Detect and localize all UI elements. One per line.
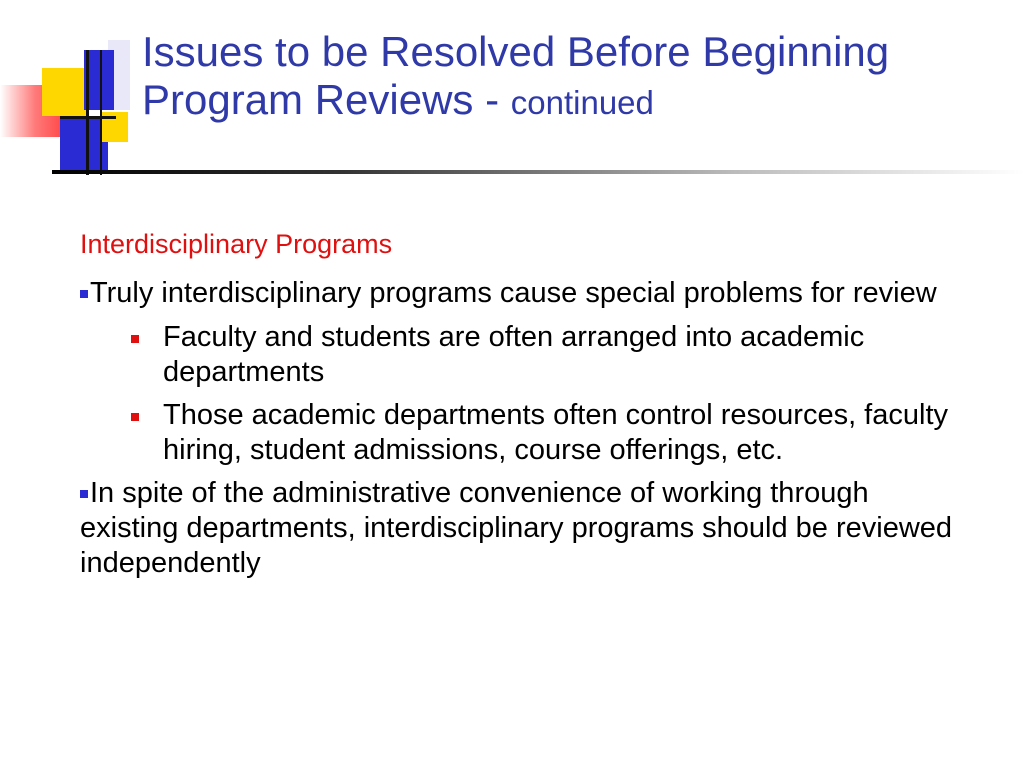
slide-title-suffix: continued bbox=[510, 84, 654, 121]
square-bullet-icon bbox=[131, 335, 139, 343]
slide-body bbox=[80, 226, 960, 590]
slide-title-main: Issues to be Resolved Before Beginning Program Reviews - bbox=[142, 28, 890, 123]
square-bullet-icon bbox=[131, 413, 139, 421]
sub-bullet-point bbox=[163, 398, 960, 468]
slide-logo bbox=[0, 0, 140, 180]
bullet-point bbox=[80, 276, 960, 311]
sub-bullet-text: Faculty and students are often arranged into academic departments bbox=[163, 321, 865, 388]
logo-line bbox=[100, 50, 102, 175]
square-bullet-icon bbox=[80, 290, 88, 298]
slide-title bbox=[142, 28, 1012, 127]
square-bullet-icon bbox=[80, 490, 88, 498]
logo-line bbox=[60, 116, 116, 119]
bullet-point bbox=[80, 476, 960, 581]
sub-bullet-point bbox=[163, 320, 960, 390]
section-heading: Interdisciplinary Programs bbox=[80, 229, 393, 259]
logo-yellow-block bbox=[42, 68, 88, 116]
title-divider bbox=[52, 170, 1024, 174]
logo-line bbox=[86, 50, 89, 175]
bullet-text: In spite of the administrative convenience of working through existing departments, interdisciplinary programs should be reviewed independently bbox=[80, 477, 953, 579]
sub-bullet-text: Those academic departments often control resources, faculty hiring, student admissions, course offerings, etc. bbox=[163, 399, 948, 466]
bullet-text: Truly interdisciplinary programs cause special problems for review bbox=[90, 277, 937, 309]
